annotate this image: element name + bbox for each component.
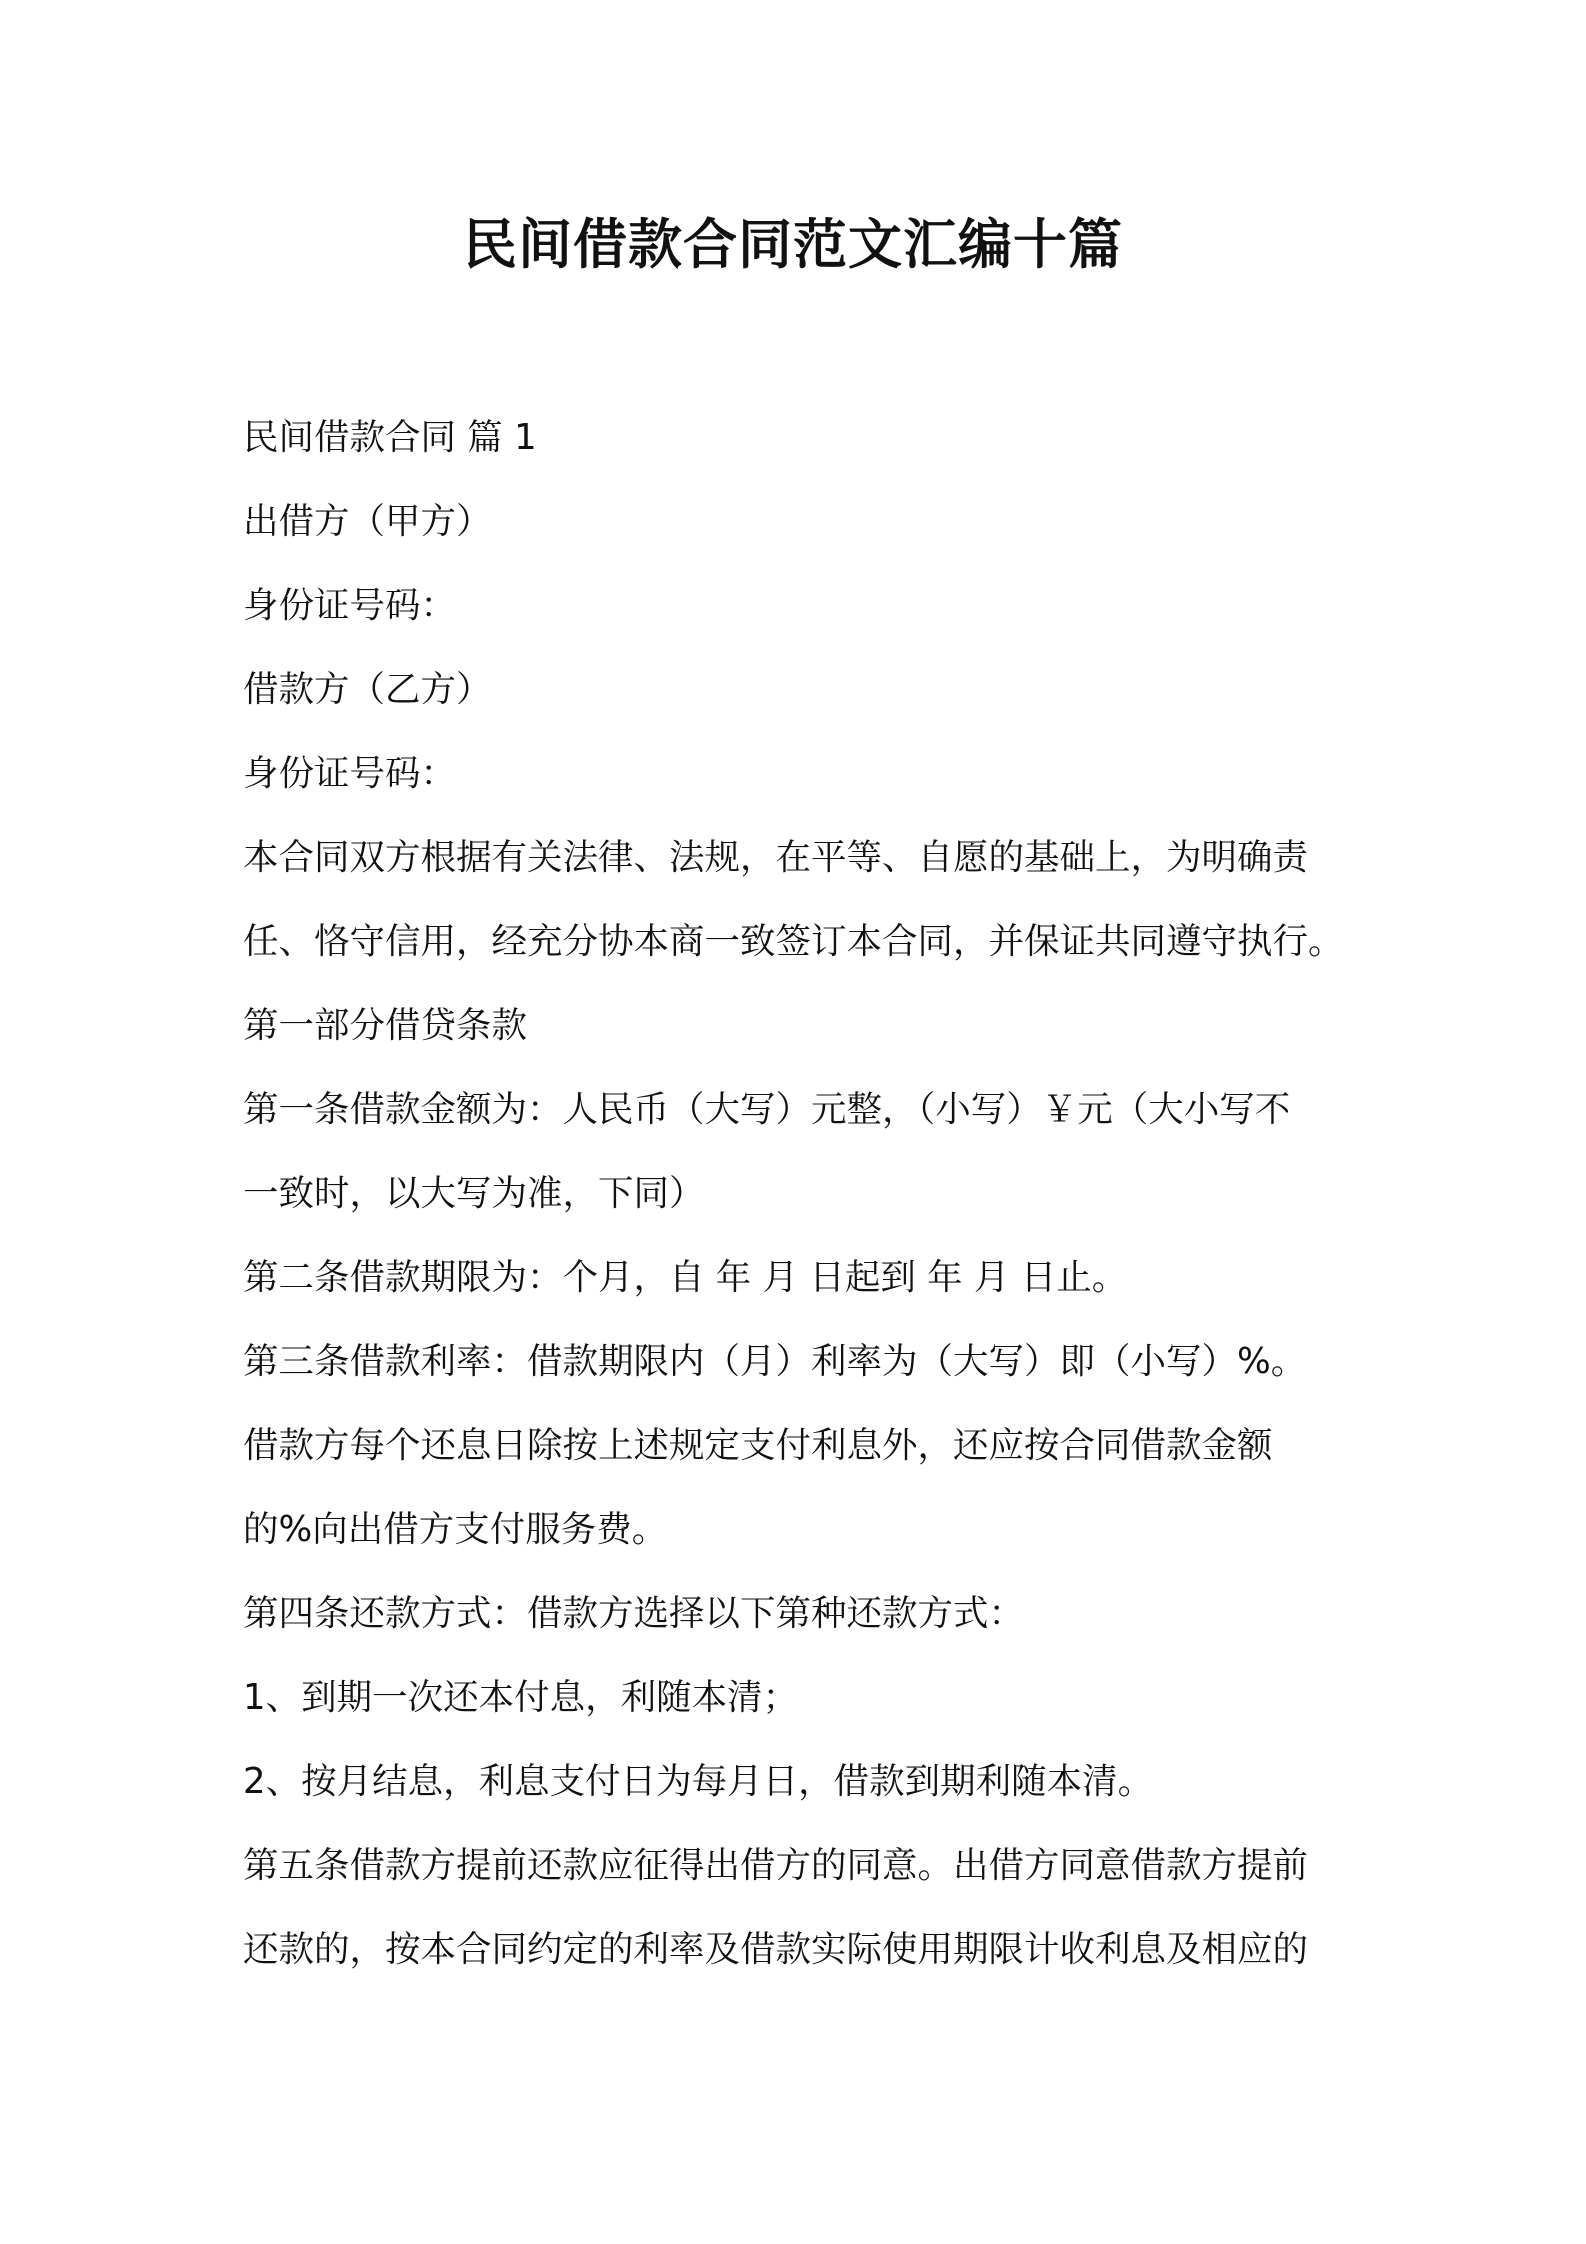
paragraph-line: 第五条借款方提前还款应征得出借方的同意。出借方同意借款方提前 — [243, 1845, 1309, 1886]
paragraph-line: 一致时，以大写为准，下同） — [243, 1173, 705, 1214]
document-title: 民间借款合同范文汇编十篇 — [463, 213, 1123, 276]
list-item: 1、到期一次还本付息，利随本清； — [243, 1677, 799, 1718]
paragraph-line: 本合同双方根据有关法律、法规，在平等、自愿的基础上，为明确责 — [243, 837, 1309, 878]
paragraph-line: 借款方每个还息日除按上述规定支付利息外，还应按合同借款金额 — [243, 1425, 1273, 1466]
part-heading: 第一部分借贷条款 — [243, 1005, 528, 1046]
document-body — [243, 396, 1363, 1992]
list-item: 2、按月结息，利息支付日为每月日，借款到期利随本清。 — [243, 1761, 1154, 1802]
paragraph-line: 第三条借款利率：借款期限内（月）利率为（大写）即（小写）%。 — [243, 1341, 1307, 1382]
borrower-label: 借款方（乙方） — [243, 669, 492, 710]
paragraph-line: 的%向出借方支付服务费。 — [243, 1509, 668, 1550]
lender-id-label: 身份证号码： — [243, 585, 457, 626]
paragraph-line: 还款的，按本合同约定的利率及借款实际使用期限计收利息及相应的 — [243, 1929, 1309, 1970]
paragraph-line: 任、恪守信用，经充分协本商一致签订本合同，并保证共同遵守执行。 — [243, 921, 1344, 962]
paragraph-line: 第二条借款期限为：个月，自 年 月 日起到 年 月 日止。 — [243, 1257, 1128, 1298]
section-heading: 民间借款合同 篇 1 — [243, 417, 537, 458]
paragraph-line: 第一条借款金额为：人民币（大写）元整，（小写）￥元（大小写不 — [243, 1089, 1291, 1130]
paragraph-line: 第四条还款方式：借款方选择以下第种还款方式： — [243, 1593, 1025, 1634]
lender-label: 出借方（甲方） — [243, 501, 492, 542]
borrower-id-label: 身份证号码： — [243, 753, 457, 794]
